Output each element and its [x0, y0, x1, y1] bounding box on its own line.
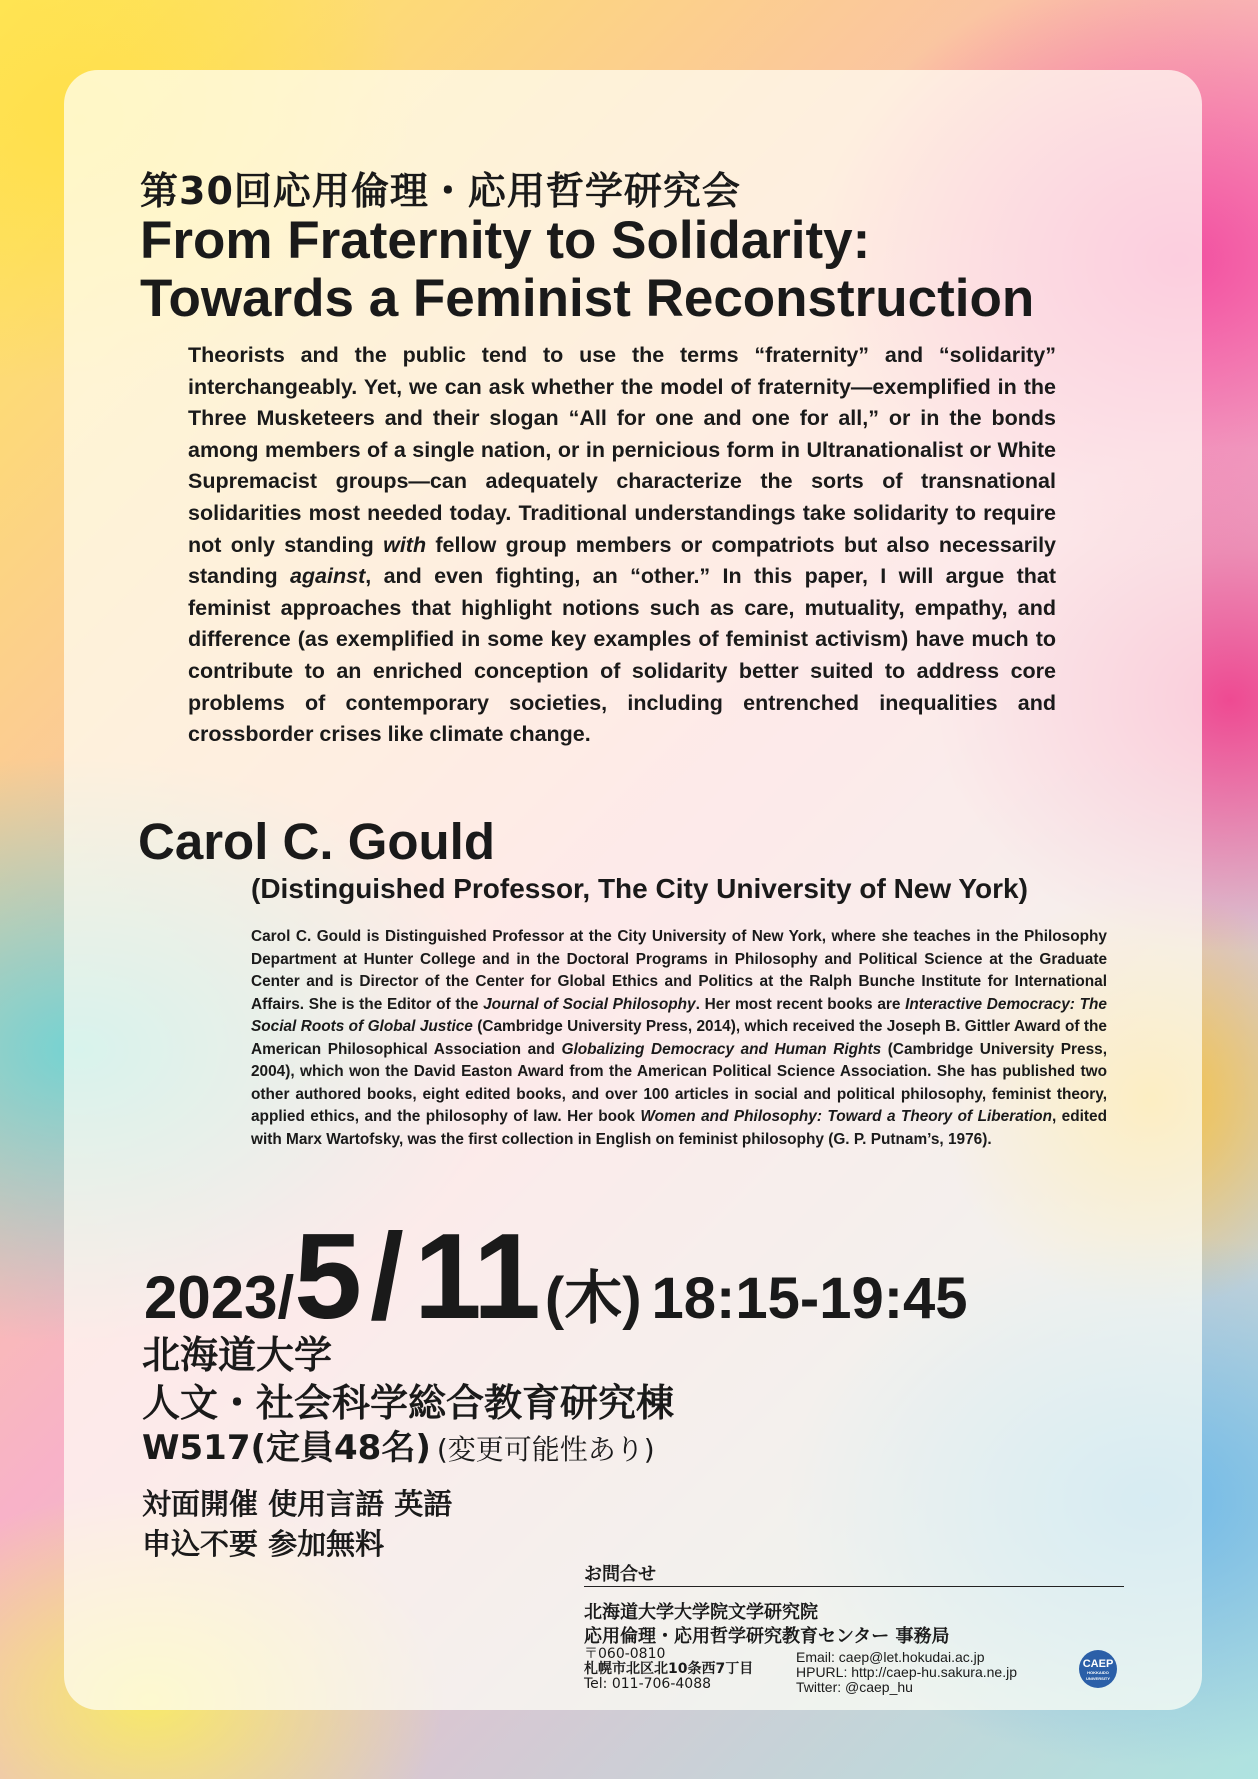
- contact-org-line-2: 応用倫理・応用哲学研究教育センター 事務局: [584, 1626, 950, 1647]
- talk-title-line-1: From Fraternity to Solidarity:: [140, 211, 871, 270]
- contact-org-line-1: 北海道大学大学院文学研究院: [584, 1602, 818, 1623]
- venue-university: 北海道大学: [142, 1333, 333, 1377]
- speaker-bio: [251, 926, 1107, 1151]
- contact-twitter-link[interactable]: Twitter: @caep_hu: [796, 1679, 913, 1695]
- bio-book-title-2: Globalizing Democracy and Human Rights: [561, 1040, 882, 1058]
- bio-text-5: , edited with Marx Wartofsky, was the first collection in English on feminist philosophy (G. P. Putnam’s, 1976).: [251, 1108, 1108, 1148]
- date-day: 11: [413, 1208, 539, 1344]
- abstract-text-3: , and even fighting, an “other.” In this paper, I will argue that feminist approaches that highlight notions such as care, mutuality, empathy, and difference (as exemplified in some key examples of feminist activism) have much to contribute to an enriched conception of solidarity better suited to address core problems of contemporary societies, including entrenched inequalities and crossborder crises like climate change.: [188, 564, 1056, 747]
- caep-logo: [1079, 1650, 1117, 1688]
- bio-book-title-1: Interactive Democracy: The Social Roots of Global Justice: [251, 995, 1107, 1035]
- series-title: 第30回応用倫理・応用哲学研究会: [140, 169, 741, 213]
- contact-address: [584, 1647, 753, 1692]
- room-capacity: W517(定員48名): [142, 1428, 431, 1468]
- venue-room: [142, 1420, 655, 1469]
- event-format-language: 対面開催 使用言語 英語: [142, 1487, 453, 1521]
- bio-text-1: Carol C. Gould is Distinguished Professor at the City University of New York, where she teaches in the Philosophy Department at Hunter College and in the Doctoral Programs in Philosophy and Political Science at the Graduate Center and is Director of the Center for Global Ethics and Politics at the Ralph Bunche Institute for International Affairs. She is the Editor of the: [251, 928, 1107, 1013]
- bio-text-4: (Cambridge University Press, 2004), which won the David Easton Award from the American Political Science Association. She has published two other authored books, eight edited books, and over 100 articles in social and political philosophy, feminist theory, applied ethics, and the philosophy of law. Her book: [251, 1040, 1107, 1125]
- abstract-emphasis-against: against: [289, 564, 366, 589]
- contact-email-link[interactable]: Email: caep@let.hokudai.ac.jp: [796, 1649, 985, 1665]
- bio-text-3: (Cambridge University Press, 2014), which received the Joseph B. Gittler Award of the American Philosophical Association and: [251, 1018, 1107, 1058]
- abstract: [188, 340, 1056, 751]
- bio-book-title-3: Women and Philosophy: Toward a Theory of Liberation: [640, 1108, 1052, 1125]
- contact-divider: [584, 1586, 1124, 1587]
- date-slash: /: [370, 1208, 404, 1344]
- abstract-text-2: fellow group members or compatriots but also necessarily standing: [188, 532, 1057, 589]
- date-year: 2023/: [144, 1264, 295, 1331]
- contact-tel: Tel: 011-706-4088: [584, 1676, 712, 1692]
- bio-text-2: . Her most recent books are: [695, 995, 906, 1013]
- speaker-affiliation: (Distinguished Professor, The City University of New York): [251, 873, 1028, 904]
- bio-journal-title: Journal of Social Philosophy: [483, 995, 696, 1013]
- contact-street: 札幌市北区北10条西7丁目: [584, 1661, 754, 1677]
- contact-homepage-link[interactable]: HPURL: http://caep-hu.sakura.ne.jp: [796, 1664, 1018, 1680]
- contact-online: [796, 1650, 1017, 1695]
- date-month: 5: [294, 1208, 361, 1344]
- caep-logo-text: CAEP: [1082, 1658, 1114, 1670]
- speaker-name: Carol C. Gould: [138, 813, 495, 870]
- event-registration-fee: 申込不要 参加無料: [142, 1527, 385, 1561]
- event-time: 18:15-19:45: [651, 1266, 968, 1331]
- abstract-emphasis-with: with: [383, 532, 427, 557]
- talk-title: [140, 212, 1034, 328]
- abstract-text-1: Theorists and the public tend to use the terms “fraternity” and “solidarity” interchangeably. Yet, we can ask whether the model of fraternity—exemplified in the Three Musketeers and their slogan “All for one and one for all,” or in the bonds among members of a single nation, or in pernicious form in Ultranationalist or White Supremacist groups—can adequately characterize the sorts of transnational solidarities most needed today. Traditional understandings take solidarity to require not only standing: [188, 343, 1056, 557]
- room-note: (変更可能性あり): [436, 1433, 655, 1466]
- caep-logo-subtext: HOKKAIDO UNIVERSITY: [1085, 1670, 1110, 1681]
- contact-postal: 〒060-0810: [584, 1646, 666, 1662]
- date-weekday: (木): [544, 1266, 642, 1331]
- venue-building: 人文・社会科学総合教育研究棟: [142, 1381, 675, 1425]
- contact-heading: お問合せ: [584, 1564, 656, 1585]
- talk-title-line-2: Towards a Feminist Reconstruction: [140, 269, 1035, 328]
